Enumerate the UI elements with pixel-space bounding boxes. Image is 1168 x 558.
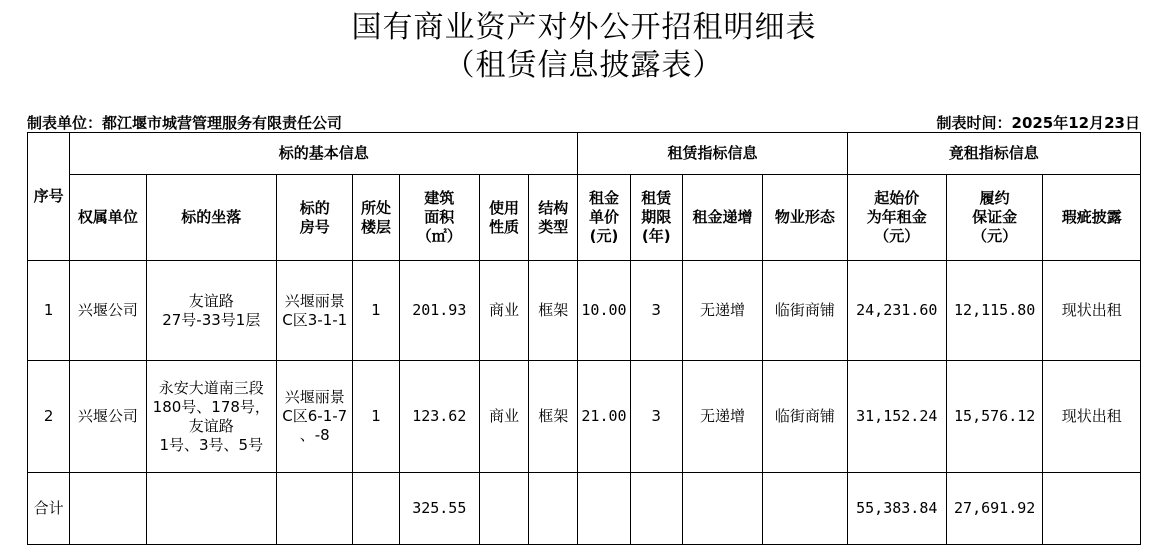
cell-usage: 商业 bbox=[479, 361, 528, 473]
cell-start-rent: 24,231.60 bbox=[847, 261, 946, 361]
total-label: 合计 bbox=[28, 473, 70, 545]
header-room-no: 标的 房号 bbox=[277, 175, 353, 261]
cell-floor: 1 bbox=[353, 361, 399, 473]
header-area: 建筑 面积 （㎡） bbox=[399, 175, 479, 261]
cell-deposit: 12,115.80 bbox=[946, 261, 1042, 361]
header-start-rent: 起始价 为年租金 （元） bbox=[847, 175, 946, 261]
cell-defect: 现状出租 bbox=[1043, 261, 1141, 361]
total-area: 325.55 bbox=[399, 473, 479, 545]
cell-owner: 兴堰公司 bbox=[70, 361, 146, 473]
header-row-columns bbox=[28, 175, 1141, 261]
issue-date: 制表时间：2025年12月23日 bbox=[936, 114, 1140, 132]
cell-increase: 无递增 bbox=[682, 361, 762, 473]
total-empty-cell bbox=[277, 473, 353, 545]
total-empty-cell bbox=[1043, 473, 1141, 545]
total-empty-cell bbox=[529, 473, 578, 545]
total-empty-cell bbox=[70, 473, 146, 545]
header-deposit: 履约 保证金 （元） bbox=[946, 175, 1042, 261]
cell-area: 201.93 bbox=[399, 261, 479, 361]
header-group-lease: 租赁指标信息 bbox=[578, 133, 847, 175]
total-empty-cell bbox=[479, 473, 528, 545]
table-row bbox=[28, 261, 1141, 361]
page-subtitle: （租赁信息披露表） bbox=[444, 48, 724, 83]
header-seq: 序号 bbox=[28, 133, 70, 261]
header-term: 租赁 期限 (年) bbox=[630, 175, 682, 261]
total-row bbox=[28, 473, 1141, 545]
cell-structure: 框架 bbox=[529, 361, 578, 473]
header-increase: 租金递增 bbox=[682, 175, 762, 261]
header-defect: 瑕疵披露 bbox=[1043, 175, 1141, 261]
header-unit-price: 租金 单价 (元) bbox=[578, 175, 630, 261]
cell-property-type: 临街商铺 bbox=[763, 361, 847, 473]
header-group-basic: 标的基本信息 bbox=[70, 133, 578, 175]
total-deposit: 27,691.92 bbox=[946, 473, 1042, 545]
header-group-bid: 竟租指标信息 bbox=[847, 133, 1140, 175]
header-usage: 使用 性质 bbox=[479, 175, 528, 261]
header-structure: 结构 类型 bbox=[529, 175, 578, 261]
cell-defect: 现状出租 bbox=[1043, 361, 1141, 473]
cell-start-rent: 31,152.24 bbox=[847, 361, 946, 473]
total-empty-cell bbox=[353, 473, 399, 545]
cell-term: 3 bbox=[630, 261, 682, 361]
table-row bbox=[28, 361, 1141, 473]
cell-increase: 无递增 bbox=[682, 261, 762, 361]
total-empty-cell bbox=[682, 473, 762, 545]
cell-seq: 1 bbox=[28, 261, 70, 361]
cell-unit-price: 21.00 bbox=[578, 361, 630, 473]
header-floor: 所处 楼层 bbox=[353, 175, 399, 261]
cell-property-type: 临街商铺 bbox=[763, 261, 847, 361]
cell-term: 3 bbox=[630, 361, 682, 473]
cell-location: 永安大道南三段 180号、178号， 友谊路 1号、3号、5号 bbox=[146, 361, 277, 473]
lease-table bbox=[27, 132, 1141, 545]
header-location: 标的坐落 bbox=[146, 175, 277, 261]
cell-unit-price: 10.00 bbox=[578, 261, 630, 361]
issuing-unit: 制表单位：都江堰市城营管理服务有限责任公司 bbox=[27, 114, 343, 132]
cell-seq: 2 bbox=[28, 361, 70, 473]
total-empty-cell bbox=[763, 473, 847, 545]
header-owner: 权属单位 bbox=[70, 175, 146, 261]
cell-room-no: 兴堰丽景 C区6-1-7 、-8 bbox=[277, 361, 353, 473]
page-title: 国有商业资产对外公开招租明细表 bbox=[351, 10, 817, 45]
cell-area: 123.62 bbox=[399, 361, 479, 473]
total-empty-cell bbox=[630, 473, 682, 545]
total-start-rent: 55,383.84 bbox=[847, 473, 946, 545]
total-empty-cell bbox=[578, 473, 630, 545]
cell-usage: 商业 bbox=[479, 261, 528, 361]
cell-structure: 框架 bbox=[529, 261, 578, 361]
header-row-group bbox=[28, 133, 1141, 175]
cell-floor: 1 bbox=[353, 261, 399, 361]
cell-deposit: 15,576.12 bbox=[946, 361, 1042, 473]
header-property-type: 物业形态 bbox=[763, 175, 847, 261]
total-empty-cell bbox=[146, 473, 277, 545]
cell-location: 友谊路 27号-33号1层 bbox=[146, 261, 277, 361]
cell-room-no: 兴堰丽景 C区3-1-1 bbox=[277, 261, 353, 361]
cell-owner: 兴堰公司 bbox=[70, 261, 146, 361]
